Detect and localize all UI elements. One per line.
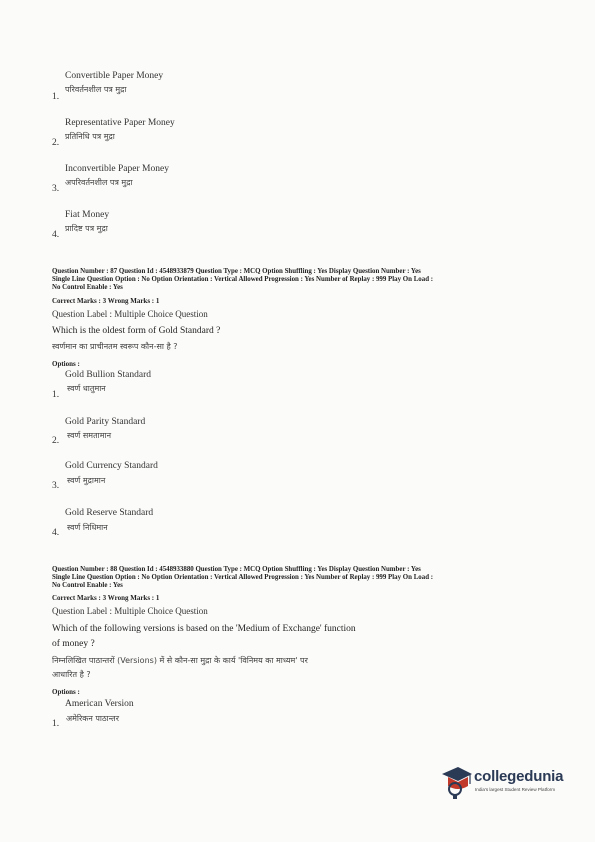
q88-meta-line-2: Single Line Question Option : No Option Orientation : Vertical Allowed Progression : Yes Number of Replay : 999 Play On Load : (52, 574, 434, 581)
q88-question-text-line-1: Which of the following versions is based on the 'Medium of Exchange' function (52, 624, 356, 634)
graduation-cap-icon (440, 762, 474, 802)
q88-options-label: Options : (52, 688, 80, 696)
q87-option-2-number: 2. (52, 436, 60, 446)
q88-question-text-hindi-line-1: निम्नलिखित पाठान्तरों (Versions) में से कौन-सा मुद्रा के कार्य 'विनिमय का माध्यम' पर (52, 656, 308, 665)
q87-marks: Correct Marks : 3 Wrong Marks : 1 (52, 297, 160, 305)
q87-option-2-english: Gold Parity Standard (65, 417, 146, 427)
q88-question-text-hindi-line-2: आधारित है ? (52, 670, 91, 679)
q88-question-text-line-2: of money ? (52, 639, 95, 649)
option-3-english: Inconvertible Paper Money (65, 164, 169, 174)
q88-marks: Correct Marks : 3 Wrong Marks : 1 (52, 594, 160, 602)
q87-option-1-hindi: स्वर्ण धातुमान (67, 384, 106, 393)
q87-option-1-english: Gold Bullion Standard (65, 370, 152, 380)
option-4-english: Fiat Money (65, 210, 110, 220)
logo-tagline: India's largest Student Review Platform (475, 787, 556, 792)
q87-option-1-number: 1. (52, 390, 60, 400)
option-2-english: Representative Paper Money (65, 118, 175, 128)
q87-option-4-hindi: स्वर्ण निधिमान (67, 523, 108, 532)
q87-meta-line-2: Single Line Question Option : No Option Orientation : Vertical Allowed Progression : Yes Number of Replay : 999 Play On Load : (52, 276, 434, 283)
option-2-number: 2. (52, 138, 60, 148)
q87-option-4-number: 4. (52, 528, 60, 538)
q88-option-1-number: 1. (52, 719, 60, 729)
collegedunia-logo (440, 762, 580, 804)
q88-meta-line-3: No Control Enable : Yes (52, 582, 123, 589)
q87-option-3-hindi: स्वर्ण मुद्रामान (67, 476, 106, 485)
option-2-hindi: प्रतिनिधि पत्र मुद्रा (65, 132, 115, 141)
q87-option-3-number: 3. (52, 481, 60, 491)
q87-meta-line-1: Question Number : 87 Question Id : 4548933879 Question Type : MCQ Option Shuffling : Yes Display Question Number : Yes (52, 268, 421, 275)
q87-option-4-english: Gold Reserve Standard (65, 508, 154, 518)
q88-question-label: Question Label : Multiple Choice Question (52, 606, 208, 616)
q88-option-1-english: American Version (65, 699, 134, 709)
q87-option-3-english: Gold Currency Standard (65, 461, 158, 471)
option-1-number: 1. (52, 92, 60, 102)
option-4-hindi: प्रादिष्ट पत्र मुद्रा (65, 224, 108, 233)
option-4-number: 4. (52, 230, 60, 240)
logo-wordmark: collegedunia (474, 768, 564, 785)
option-1-hindi: परिवर्तनशील पत्र मुद्रा (65, 85, 127, 94)
q87-meta-line-3: No Control Enable : Yes (52, 284, 123, 291)
option-1-english: Convertible Paper Money (65, 71, 164, 81)
option-3-number: 3. (52, 184, 60, 194)
q87-options-label: Options : (52, 360, 80, 368)
q87-question-label: Question Label : Multiple Choice Question (52, 309, 208, 319)
q87-question-text-hindi: स्वर्णमान का प्राचीनतम स्वरूप कौन-सा है ? (52, 342, 178, 351)
q88-meta-line-1: Question Number : 88 Question Id : 4548933880 Question Type : MCQ Option Shuffling : Yes Display Question Number : Yes (52, 566, 421, 573)
q88-option-1-hindi: अमेरिकन पाठान्तर (66, 714, 119, 723)
option-3-hindi: अपरिवर्तनशील पत्र मुद्रा (65, 178, 133, 187)
q87-option-2-hindi: स्वर्ण समतामान (67, 431, 112, 440)
q87-question-text: Which is the oldest form of Gold Standard ? (52, 326, 221, 336)
